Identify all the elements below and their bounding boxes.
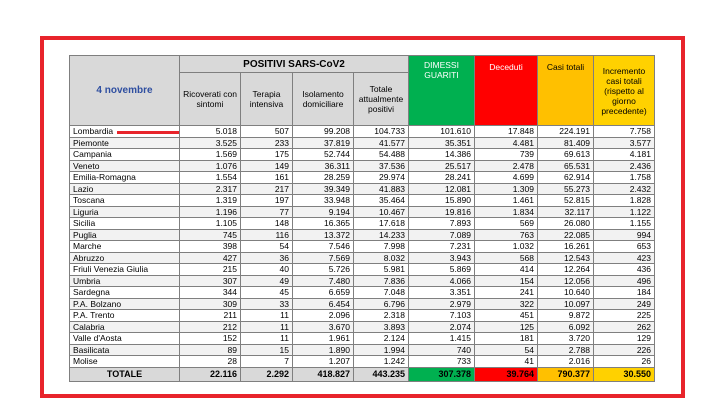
header-dimessi: DIMESSI GUARITI (409, 56, 475, 126)
data-cell: 15 (241, 344, 293, 356)
data-cell: 129 (594, 333, 655, 345)
region-cell (70, 356, 180, 368)
table-row (70, 310, 655, 322)
data-cell: 54.488 (354, 149, 409, 161)
header-casi-totali: Casi totali (538, 56, 594, 126)
data-cell: 148 (241, 218, 293, 230)
data-cell: 89 (180, 344, 241, 356)
data-cell: 211 (180, 310, 241, 322)
region-cell (70, 287, 180, 299)
data-cell: 451 (475, 310, 538, 322)
table-row (70, 356, 655, 368)
data-cell: 233 (241, 137, 293, 149)
data-cell: 733 (409, 356, 475, 368)
region-cell (70, 149, 180, 161)
table-row (70, 149, 655, 161)
region-name: Puglia (73, 229, 97, 240)
table-row (70, 287, 655, 299)
data-cell: 1.207 (293, 356, 354, 368)
table-row (70, 321, 655, 333)
data-cell: 39.349 (293, 183, 354, 195)
data-cell: 745 (180, 229, 241, 241)
data-cell: 2.124 (354, 333, 409, 345)
region-cell (70, 206, 180, 218)
header-terapia: Terapia intensiva (241, 73, 293, 126)
table-body (70, 126, 655, 368)
data-cell: 10.097 (538, 298, 594, 310)
data-cell: 215 (180, 264, 241, 276)
region-cell (70, 275, 180, 287)
data-cell: 427 (180, 252, 241, 264)
data-cell: 5.981 (354, 264, 409, 276)
data-cell: 7.231 (409, 241, 475, 253)
data-cell: 3.351 (409, 287, 475, 299)
data-cell: 2.979 (409, 298, 475, 310)
data-cell: 52.744 (293, 149, 354, 161)
data-cell: 8.032 (354, 252, 409, 264)
data-cell: 1.554 (180, 172, 241, 184)
table-row (70, 172, 655, 184)
data-cell: 181 (475, 333, 538, 345)
data-cell: 3.670 (293, 321, 354, 333)
data-cell: 763 (475, 229, 538, 241)
region-name: Umbria (73, 275, 101, 286)
region-name: Liguria (73, 206, 99, 217)
table-row (70, 183, 655, 195)
region-name: Sicilia (73, 218, 96, 229)
table-row (70, 160, 655, 172)
data-cell: 62.914 (538, 172, 594, 184)
data-cell: 3.525 (180, 137, 241, 149)
data-cell: 13.372 (293, 229, 354, 241)
data-cell: 77 (241, 206, 293, 218)
total-label: TOTALE (70, 367, 180, 381)
header-isolamento: Isolamento domiciliare (293, 73, 354, 126)
region-cell (70, 310, 180, 322)
data-cell: 2.788 (538, 344, 594, 356)
data-cell: 4.481 (475, 137, 538, 149)
data-cell: 3.943 (409, 252, 475, 264)
data-cell: 1.828 (594, 195, 655, 207)
data-cell: 14.233 (354, 229, 409, 241)
region-name: Basilicata (73, 344, 110, 355)
header-deceduti: Deceduti (475, 56, 538, 126)
data-cell: 16.261 (538, 241, 594, 253)
data-cell: 2.317 (180, 183, 241, 195)
data-cell: 28.259 (293, 172, 354, 184)
data-cell: 16.365 (293, 218, 354, 230)
region-name: Emilia-Romagna (73, 172, 136, 183)
table-row (70, 344, 655, 356)
region-name: Toscana (73, 195, 105, 206)
total-cell: 2.292 (241, 367, 293, 381)
data-cell: 1.155 (594, 218, 655, 230)
table-row (70, 264, 655, 276)
data-cell: 14.386 (409, 149, 475, 161)
data-cell: 4.699 (475, 172, 538, 184)
data-cell: 1.834 (475, 206, 538, 218)
table-row (70, 298, 655, 310)
data-cell: 12.081 (409, 183, 475, 195)
total-cell: 790.377 (538, 367, 594, 381)
data-cell: 1.105 (180, 218, 241, 230)
data-cell: 11 (241, 321, 293, 333)
data-cell: 54 (241, 241, 293, 253)
data-cell: 19.816 (409, 206, 475, 218)
data-cell: 12.543 (538, 252, 594, 264)
data-cell: 26.080 (538, 218, 594, 230)
data-cell: 7.089 (409, 229, 475, 241)
data-cell: 101.610 (409, 126, 475, 138)
data-cell: 33 (241, 298, 293, 310)
data-cell: 7.048 (354, 287, 409, 299)
data-cell: 197 (241, 195, 293, 207)
data-cell: 41.883 (354, 183, 409, 195)
data-cell: 17.618 (354, 218, 409, 230)
table-row (70, 275, 655, 287)
region-cell (70, 183, 180, 195)
region-cell (70, 252, 180, 264)
region-cell (70, 229, 180, 241)
total-cell: 418.827 (293, 367, 354, 381)
data-cell: 739 (475, 149, 538, 161)
header-ricoverati: Ricoverati con sintomi (180, 73, 241, 126)
table-row (70, 126, 655, 138)
data-cell: 9.872 (538, 310, 594, 322)
data-cell: 29.974 (354, 172, 409, 184)
data-cell: 653 (594, 241, 655, 253)
table-row (70, 229, 655, 241)
data-cell: 35.464 (354, 195, 409, 207)
data-cell: 7.103 (409, 310, 475, 322)
region-name: Abruzzo (73, 252, 105, 263)
data-cell: 241 (475, 287, 538, 299)
region-cell (70, 160, 180, 172)
region-cell (70, 218, 180, 230)
region-cell (70, 172, 180, 184)
data-cell: 10.640 (538, 287, 594, 299)
red-frame (40, 36, 685, 398)
data-cell: 1.309 (475, 183, 538, 195)
covid-data-table (69, 55, 655, 382)
data-cell: 28 (180, 356, 241, 368)
region-name: Piemonte (73, 137, 109, 148)
table-row (70, 206, 655, 218)
table-row (70, 252, 655, 264)
data-cell: 2.432 (594, 183, 655, 195)
data-cell: 4.181 (594, 149, 655, 161)
data-cell: 1.076 (180, 160, 241, 172)
region-cell (70, 264, 180, 276)
data-cell: 2.016 (538, 356, 594, 368)
data-cell: 2.096 (293, 310, 354, 322)
data-cell: 225 (594, 310, 655, 322)
region-cell (70, 241, 180, 253)
data-cell: 15.890 (409, 195, 475, 207)
data-cell: 10.467 (354, 206, 409, 218)
total-row (70, 367, 655, 381)
data-cell: 6.796 (354, 298, 409, 310)
region-name: P.A. Bolzano (73, 298, 122, 309)
table-row (70, 137, 655, 149)
region-cell (70, 298, 180, 310)
data-cell: 226 (594, 344, 655, 356)
data-cell: 7.998 (354, 241, 409, 253)
data-cell: 3.893 (354, 321, 409, 333)
data-cell: 149 (241, 160, 293, 172)
data-cell: 32.117 (538, 206, 594, 218)
data-cell: 496 (594, 275, 655, 287)
data-cell: 569 (475, 218, 538, 230)
data-cell: 175 (241, 149, 293, 161)
data-cell: 36 (241, 252, 293, 264)
data-cell: 2.478 (475, 160, 538, 172)
data-cell: 184 (594, 287, 655, 299)
data-cell: 7.546 (293, 241, 354, 253)
data-cell: 41.577 (354, 137, 409, 149)
data-cell: 6.659 (293, 287, 354, 299)
data-cell: 398 (180, 241, 241, 253)
data-cell: 55.273 (538, 183, 594, 195)
data-cell: 40 (241, 264, 293, 276)
total-cell: 22.116 (180, 367, 241, 381)
data-cell: 22.085 (538, 229, 594, 241)
date-label: 4 novembre (70, 56, 180, 126)
header-totale-positivi: Totale attualmente positivi (354, 73, 409, 126)
data-cell: 6.454 (293, 298, 354, 310)
data-cell: 344 (180, 287, 241, 299)
data-cell: 1.032 (475, 241, 538, 253)
data-cell: 1.961 (293, 333, 354, 345)
data-cell: 33.948 (293, 195, 354, 207)
region-cell (70, 333, 180, 345)
region-name: Marche (73, 241, 102, 252)
data-cell: 5.726 (293, 264, 354, 276)
data-cell: 125 (475, 321, 538, 333)
data-cell: 3.720 (538, 333, 594, 345)
region-name: Valle d'Aosta (73, 333, 122, 344)
data-cell: 7.480 (293, 275, 354, 287)
data-cell: 152 (180, 333, 241, 345)
data-cell: 7.893 (409, 218, 475, 230)
group-header: POSITIVI SARS-CoV2 (180, 56, 409, 73)
total-cell: 307.378 (409, 367, 475, 381)
data-cell: 436 (594, 264, 655, 276)
table-row (70, 195, 655, 207)
data-cell: 35.351 (409, 137, 475, 149)
data-cell: 116 (241, 229, 293, 241)
data-cell: 1.994 (354, 344, 409, 356)
region-name: P.A. Trento (73, 310, 115, 321)
data-cell: 99.208 (293, 126, 354, 138)
region-cell (70, 321, 180, 333)
data-cell: 28.241 (409, 172, 475, 184)
data-cell: 52.815 (538, 195, 594, 207)
total-cell: 39.764 (475, 367, 538, 381)
data-cell: 507 (241, 126, 293, 138)
data-cell: 740 (409, 344, 475, 356)
data-cell: 17.848 (475, 126, 538, 138)
region-name: Calabria (73, 321, 105, 332)
data-cell: 1.415 (409, 333, 475, 345)
data-cell: 81.409 (538, 137, 594, 149)
data-cell: 1.122 (594, 206, 655, 218)
data-cell: 1.569 (180, 149, 241, 161)
data-cell: 1.758 (594, 172, 655, 184)
data-cell: 5.018 (180, 126, 241, 138)
data-cell: 1.319 (180, 195, 241, 207)
region-name: Lazio (73, 183, 94, 194)
data-cell: 6.092 (538, 321, 594, 333)
data-cell: 224.191 (538, 126, 594, 138)
data-cell: 161 (241, 172, 293, 184)
data-cell: 11 (241, 333, 293, 345)
table-row (70, 333, 655, 345)
data-cell: 5.869 (409, 264, 475, 276)
data-cell: 25.517 (409, 160, 475, 172)
region-cell (70, 344, 180, 356)
data-cell: 212 (180, 321, 241, 333)
data-cell: 41 (475, 356, 538, 368)
data-cell: 7 (241, 356, 293, 368)
region-cell (70, 126, 180, 138)
table-row (70, 218, 655, 230)
data-cell: 104.733 (354, 126, 409, 138)
data-cell: 994 (594, 229, 655, 241)
data-cell: 9.194 (293, 206, 354, 218)
region-cell (70, 137, 180, 149)
data-cell: 1.461 (475, 195, 538, 207)
data-cell: 54 (475, 344, 538, 356)
total-cell: 30.550 (594, 367, 655, 381)
data-cell: 12.056 (538, 275, 594, 287)
data-cell: 2.318 (354, 310, 409, 322)
data-cell: 249 (594, 298, 655, 310)
region-cell (70, 195, 180, 207)
data-cell: 49 (241, 275, 293, 287)
region-name: Molise (73, 356, 98, 367)
total-cell: 443.235 (354, 367, 409, 381)
data-cell: 12.264 (538, 264, 594, 276)
data-cell: 414 (475, 264, 538, 276)
data-cell: 45 (241, 287, 293, 299)
data-cell: 217 (241, 183, 293, 195)
data-cell: 26 (594, 356, 655, 368)
data-cell: 322 (475, 298, 538, 310)
region-name: Veneto (73, 160, 100, 171)
table-row (70, 241, 655, 253)
data-cell: 1.890 (293, 344, 354, 356)
highlight-marker (117, 131, 179, 134)
data-cell: 2.436 (594, 160, 655, 172)
data-cell: 1.196 (180, 206, 241, 218)
data-cell: 154 (475, 275, 538, 287)
region-name: Campania (73, 149, 112, 160)
header-incremento: Incremento casi totali (rispetto al giorno precedente) (594, 56, 655, 126)
data-cell: 36.311 (293, 160, 354, 172)
data-cell: 7.758 (594, 126, 655, 138)
data-cell: 65.531 (538, 160, 594, 172)
data-cell: 1.242 (354, 356, 409, 368)
data-cell: 2.074 (409, 321, 475, 333)
data-cell: 7.836 (354, 275, 409, 287)
region-name: Lombardia (73, 126, 114, 137)
data-cell: 69.613 (538, 149, 594, 161)
data-cell: 11 (241, 310, 293, 322)
data-cell: 307 (180, 275, 241, 287)
data-cell: 37.536 (354, 160, 409, 172)
region-name: Sardegna (73, 287, 110, 298)
data-cell: 568 (475, 252, 538, 264)
data-cell: 3.577 (594, 137, 655, 149)
region-name: Friuli Venezia Giulia (73, 264, 149, 275)
data-cell: 262 (594, 321, 655, 333)
data-cell: 309 (180, 298, 241, 310)
data-cell: 4.066 (409, 275, 475, 287)
data-cell: 37.819 (293, 137, 354, 149)
data-cell: 7.569 (293, 252, 354, 264)
data-cell: 423 (594, 252, 655, 264)
